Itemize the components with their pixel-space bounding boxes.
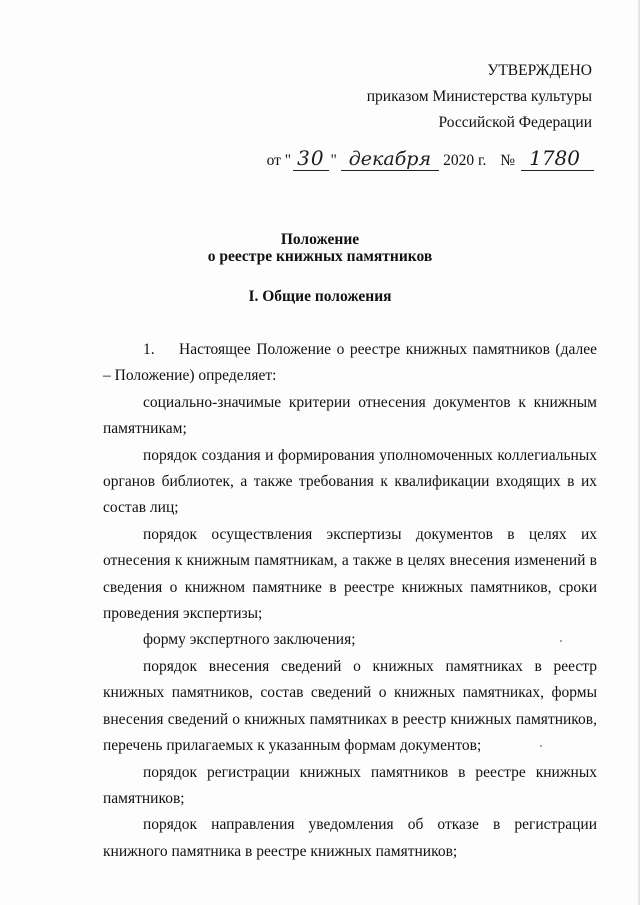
list-item: социально-значимые критерии отнесения документов к книжным памятникам; [103,393,597,438]
order-number-sign: № [500,152,516,169]
document-body [103,337,597,865]
document-subtitle: о реестре книжных памятников [207,248,433,265]
order-from-prefix: от " [266,152,292,169]
order-line [267,146,594,174]
approval-line-2: Российской Федерации [438,114,592,131]
paragraph-text: Настоящее Положение о реестре книжных памятников (далее – Положение) определяет: [103,341,597,385]
order-day-handwritten: 30 [293,146,328,171]
order-year: 2020 г. [443,152,487,169]
order-quote-close: " [330,152,337,169]
paragraph-1 [103,337,597,390]
list-item: порядок создания и формирования уполномоченных коллегиальных органов библиотек, а также требования к квалификации входящих в их состав лиц; [103,446,597,517]
order-month-handwritten: декабря [341,148,439,171]
approved-label: УТВЕРЖДЕНО [487,62,592,79]
approval-line-1: приказом Министерства культуры [366,88,592,105]
list-item: форму экспертного заключения; [143,631,356,649]
list-item: порядок внесения сведений о книжных памятниках в реестр книжных памятников, состав сведений о книжных памятниках, формы внесения сведений о книжных памятниках в реестр книжных памятников, перечень прилагаемых к указанным формам документов; [103,657,597,755]
document-title: Положение [280,231,360,248]
list-item: порядок осуществления экспертизы документов в целях их отнесения к книжным памятникам, а также в целях внесения изменений в сведения о книжном памятнике в реестре книжных памятников, сроки проведения экспертизы; [103,525,597,623]
order-number-handwritten: 1780 [521,146,594,171]
approval-block [367,58,592,136]
list-item: порядок направления уведомления об отказе в регистрации книжного памятника в реестре книжных памятников; [103,816,597,860]
scan-speck [560,640,562,642]
paragraph-number: 1. [143,341,155,358]
list-item: порядок регистрации книжных памятников в реестре книжных памятников; [103,763,597,807]
section-heading: I. Общие положения [248,288,392,305]
scan-speck [540,745,542,747]
